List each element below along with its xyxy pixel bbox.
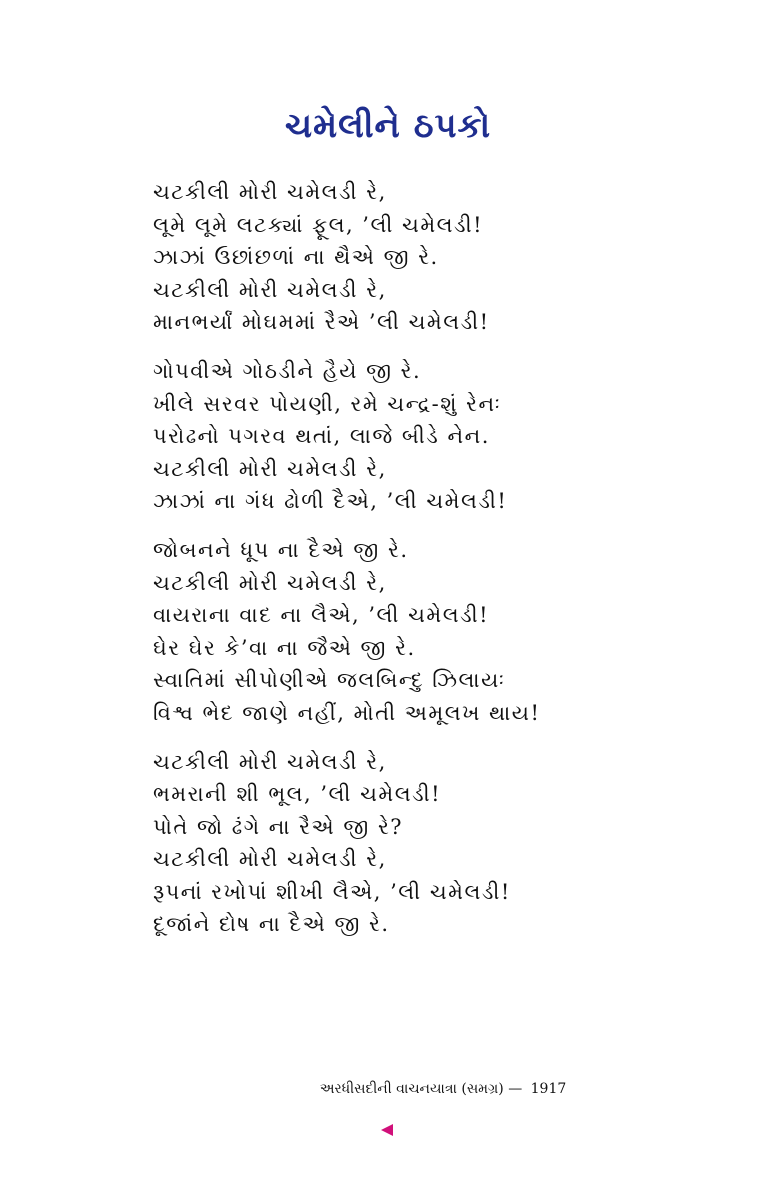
poem-line: વાયરાના વાદ ના લૈએ, ’લી ચમેલડી!	[153, 603, 490, 628]
poem-line: લૂમે લૂમે લટક્યાં ફૂલ, ’લી ચમેલડી!	[153, 212, 484, 237]
poem-line: પોતે જો ઢંગે ના રૈએ જી રે?	[153, 814, 404, 839]
poem-line: ગોપવીએ ગોઠડીને હૈયે જી રે.	[153, 358, 422, 383]
poem-line: ઝાઝાં ના ગંધ ઢોળી દૈએ, ’લી ચમેલડી!	[153, 489, 508, 514]
poem-line: ચટકીલી મોરી ચમેલડી રે,	[153, 749, 387, 774]
poem-line: વિશ્વ ભેદ જાણે નહીં, મોતી અમૂલખ થાય!	[153, 700, 541, 725]
poem-line: સ્વાતિમાં સીપોણીએ જલબિન્દુ ઝિલાયઃ	[153, 668, 506, 693]
stanza	[153, 534, 713, 730]
stanza	[153, 746, 713, 942]
stanza	[153, 355, 713, 518]
poem-line: ચટકીલી મોરી ચમેલડી રે,	[153, 277, 387, 302]
poem-line: રૂપનાં રખોપાં શીખી લૈએ, ’લી ચમેલડી!	[153, 879, 511, 904]
poem-line: ચટકીલી મોરી ચમેલડી રે,	[153, 847, 387, 872]
previous-page-icon[interactable]	[381, 1124, 393, 1136]
poem-line: દૂજાંને દોષ ના દૈએ જી રે.	[153, 912, 390, 937]
poem-line: ઘેર ઘેર કે’વા ના જૈએ જી રે.	[153, 635, 416, 660]
poem-line: ભમરાની શી ભૂલ, ’લી ચમેલડી!	[153, 782, 442, 807]
poem-body	[153, 176, 713, 957]
footer-separator: —	[508, 1081, 523, 1097]
poem-line: માનભર્યાં મોઘમમાં રૈએ ’લી ચમેલડી!	[153, 310, 490, 335]
page-number: 1917	[530, 1081, 567, 1097]
stanza	[153, 176, 713, 339]
poem-line: ચટકીલી મોરી ચમેલડી રે,	[153, 456, 387, 481]
poem-line: પરોઢનો પગરવ થતાં, લાજે બીડે નેન.	[153, 424, 490, 449]
poem-line: ચટકીલી મોરી ચમેલડી રે,	[153, 570, 387, 595]
poem-line: જોબનને ધૂપ ના દૈએ જી રે.	[153, 537, 409, 562]
poem-line: ચટકીલી મોરી ચમેલડી રે,	[153, 180, 387, 204]
page-footer	[0, 1081, 776, 1097]
poem-line: ઝાઝાં ઉછાંછળાં ના થૈએ જી રે.	[153, 245, 439, 270]
book-title: અરધીસદીની વાચનયાત્રા (સમગ્ર)	[319, 1081, 504, 1097]
poem-line: ખીલે સરવર પોયણી, રમે ચન્દ્ર-શું રેનઃ	[153, 391, 502, 416]
poem-title: ચમેલીને ઠપકો	[284, 106, 492, 146]
